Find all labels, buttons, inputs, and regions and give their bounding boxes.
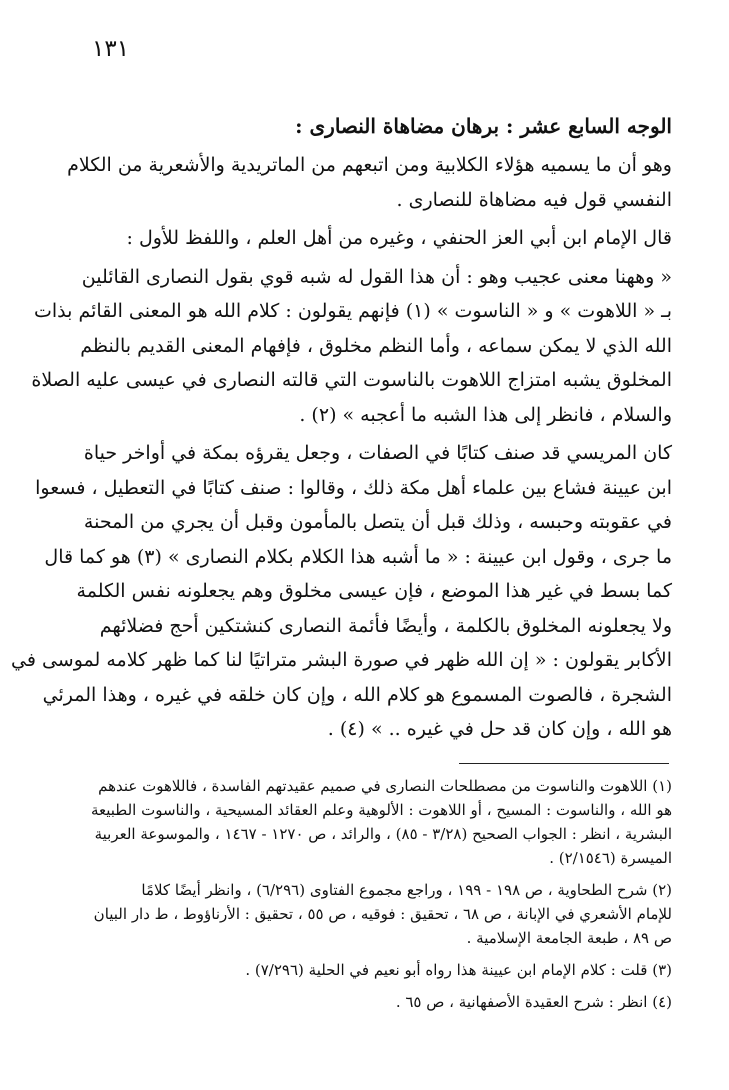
- footnote-line: هو الله ، والناسوت : المسيح ، أو اللاهوت : الألوهية وعلم العقائد المسيحية ، والناسوت الطبيعة: [90, 801, 672, 819]
- text-line: كان المريسي قد صنف كتابًا في الصفات ، وجعل يقرؤه بمكة في أواخر حياة: [83, 442, 672, 464]
- footnote-3: [60, 958, 672, 982]
- paragraph: [60, 221, 672, 256]
- footnote-line: (٤) انظر : شرح العقيدة الأصفهانية ، ص ٦٥ .: [395, 993, 672, 1011]
- footnote-line: ص ٨٩ ، طبعة الجامعة الإسلامية .: [466, 929, 672, 947]
- text-line: الشجرة ، فالصوت المسموع هو كلام الله ، وإن كان خلقه في غيره ، وهذا المرئي: [42, 683, 672, 706]
- text-line: بـ « اللاهوت » و « الناسوت » (١) فإنهم يقولون : كلام الله هو المعنى القائم بذات: [34, 300, 672, 322]
- footnote-4: [60, 990, 672, 1014]
- text-line: الأكابر يقولون : « إن الله ظهر في صورة البشر متراتيًا لنا كما ظهر كلامه لموسى في: [10, 649, 672, 671]
- footnote-1: [60, 774, 672, 870]
- quoted-paragraph: [31, 260, 672, 433]
- footnotes: [60, 774, 672, 1022]
- main-text: [10, 110, 672, 751]
- text-line: ما جرى ، وقول ابن عيينة : « ما أشبه هذا الكلام بكلام النصارى » (٣) هو كما قال: [44, 545, 672, 568]
- text-line: النفسي قول فيه مضاهاة للنصارى .: [396, 188, 672, 211]
- text-line: ابن عيينة فشاع بين علماء أهل مكة ذلك ، وقالوا : صنف كتابًا في التعطيل ، فسعوا: [35, 476, 672, 499]
- page-number: ١٣١: [92, 36, 130, 62]
- text-line: المخلوق يشبه امتزاج اللاهوت بالناسوت التي قالته النصارى في عيسى عليه الصلاة: [31, 369, 672, 391]
- footnote-line: (١) اللاهوت والناسوت من مصطلحات النصارى في صميم عقيدتهم الفاسدة ، فاللاهوت عندهم: [98, 777, 672, 795]
- text-line: قال الإمام ابن أبي العز الحنفي ، وغيره من أهل العلم ، واللفظ للأول :: [126, 227, 672, 249]
- text-line: الله الذي لا يمكن سماعه ، وأما النظم مخلوق ، فإفهام المعنى القديم بالنظم: [80, 334, 672, 357]
- paragraph: [10, 436, 672, 747]
- text-line: في عقوبته وحبسه ، وذلك قبل أن يتصل بالمأمون وقبل أن يجري من المحنة: [83, 511, 672, 533]
- text-line: « وههنا معنى عجيب وهو : أن هذا القول له شبه قوي بقول النصارى القائلين: [81, 265, 672, 288]
- text-line: ولا يجعلونه المخلوق بالكلمة ، وأيضًا فأئمة النصارى كنشتكين أحج فضلائهم: [99, 614, 672, 637]
- section-heading: الوجه السابع عشر : برهان مضاهاة النصارى :: [295, 114, 672, 138]
- text-line: والسلام ، فانظر إلى هذا الشبه ما أعجبه » (٢) .: [299, 403, 672, 426]
- footnote-line: البشرية ، انظر : الجواب الصحيح (٣/٢٨ - ٨٥) ، والرائد ، ص ١٢٧٠ - ١٤٦٧ ، والموسوعة العربية: [94, 825, 672, 843]
- footnote-2: [60, 878, 672, 950]
- text-line: هو الله ، وإن كان قد حل في غيره .. » (٤) .: [327, 718, 672, 740]
- text-line: كما بسط في غير هذا الموضع ، فإن عيسى مخلوق وهم يجعلونه نفس الكلمة: [76, 580, 672, 602]
- footnote-line: للإمام الأشعري في الإبانة ، ص ٦٨ ، تحقيق : فوقيه ، ص ٥٥ ، تحقيق : الأرناؤوط ، ط دار البيان: [93, 905, 672, 923]
- footnote-line: (٢) شرح الطحاوية ، ص ١٩٨ - ١٩٩ ، وراجع مجموع الفتاوى (٦/٢٩٦) ، وانظر أيضًا كلامًا: [141, 881, 672, 899]
- footnote-line: (٣) قلت : كلام الإمام ابن عيينة هذا رواه أبو نعيم في الحلية (٧/٢٩٦) .: [245, 961, 672, 979]
- footnote-separator: [459, 763, 669, 764]
- text-line: وهو أن ما يسميه هؤلاء الكلابية ومن اتبعهم من الماتريدية والأشعرية من الكلام: [67, 154, 672, 176]
- footnote-line: الميسرة (٢/١٥٤٦) .: [549, 849, 672, 867]
- paragraph: [60, 148, 672, 217]
